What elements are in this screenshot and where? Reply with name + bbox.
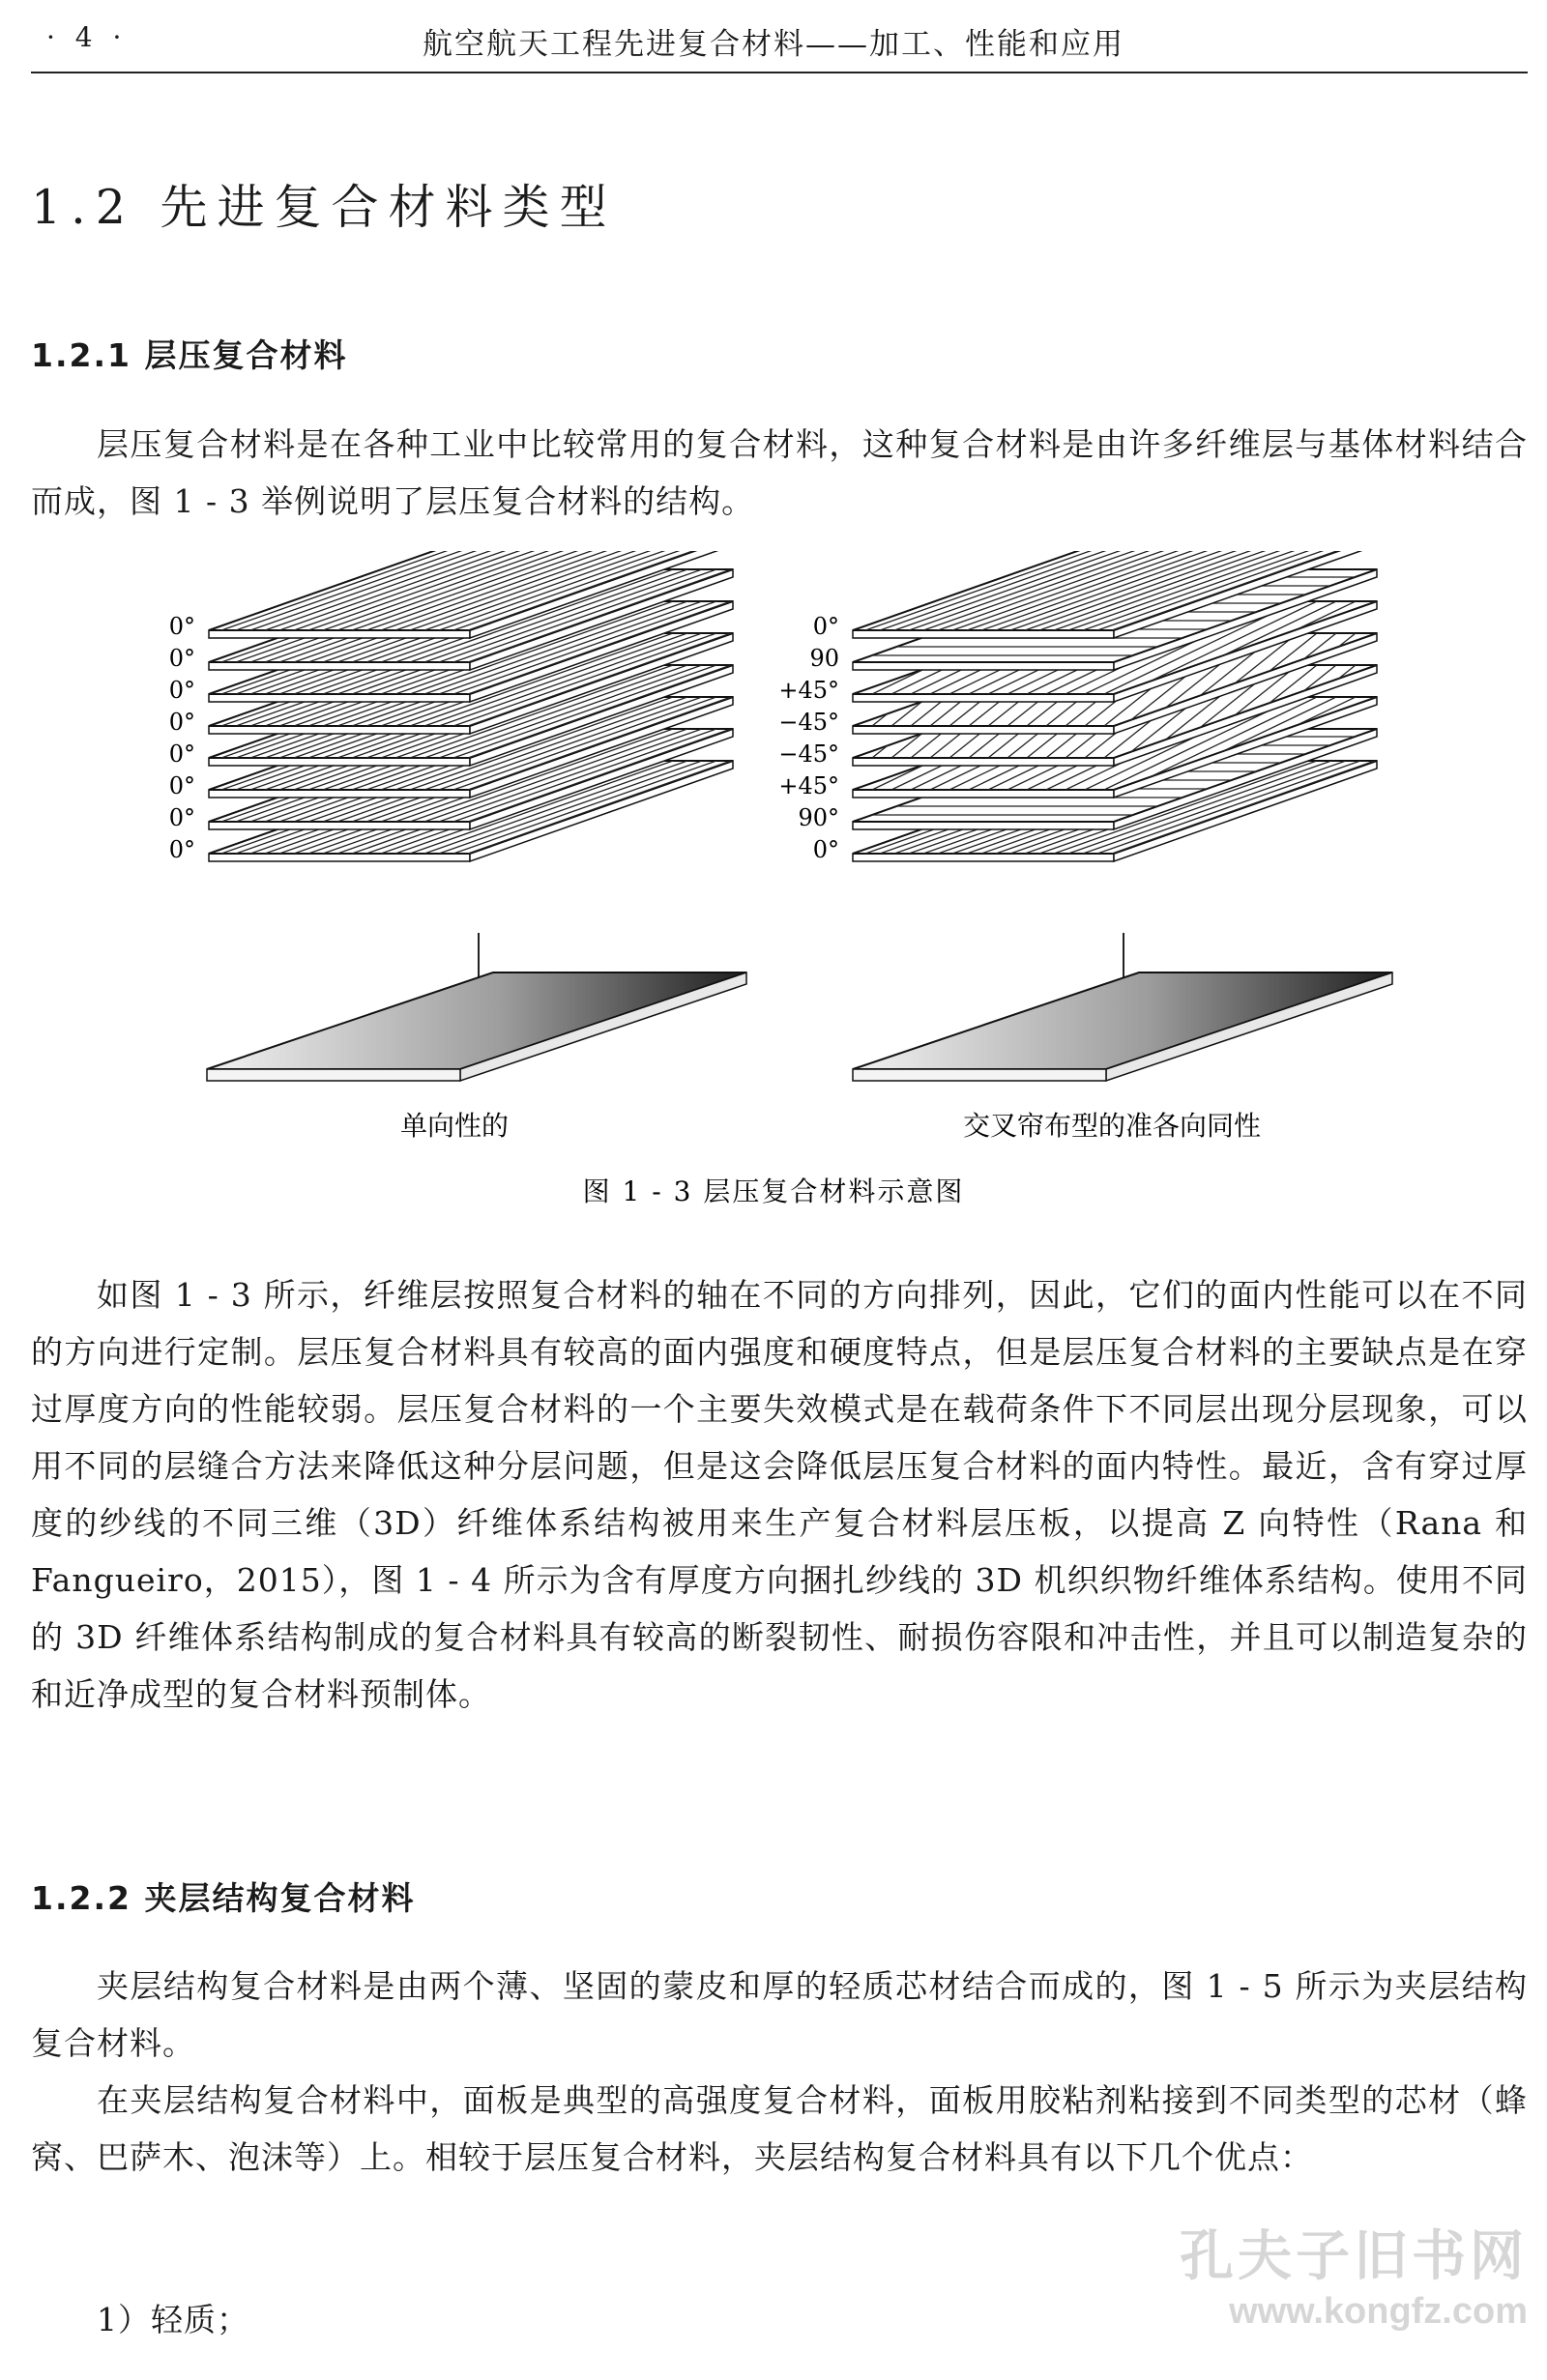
ply-front-edge bbox=[853, 854, 1114, 861]
ply-front-edge bbox=[853, 822, 1114, 829]
ply-angle-label: +45° bbox=[778, 677, 839, 704]
ply-angle-label: 0° bbox=[168, 613, 195, 640]
right-laminate-plate bbox=[853, 972, 1392, 1069]
left-plate-front bbox=[207, 1069, 460, 1081]
section-title: 1.2 先进复合材料类型 bbox=[31, 180, 617, 235]
ply-angle-label: 0° bbox=[168, 804, 195, 831]
ply-front-edge bbox=[209, 694, 470, 702]
running-title: 航空航天工程先进复合材料——加工、性能和应用 bbox=[423, 27, 1124, 62]
ply-angle-label: −45° bbox=[778, 709, 839, 736]
ply-front-edge bbox=[209, 726, 470, 734]
right-stack-caption: 交叉帘布型的准各向同性 bbox=[962, 1110, 1262, 1142]
ply-angle-label: 90 bbox=[809, 645, 839, 672]
ply-angle-label: 0° bbox=[168, 740, 195, 768]
ply-angle-label: 0° bbox=[812, 836, 839, 863]
ply-front-edge bbox=[853, 662, 1114, 670]
paragraph-sandwich-intro: 夹层结构复合材料是由两个薄、坚固的蒙皮和厚的轻质芯材结合而成的，图 1 - 5 所示为夹层结构复合材料。 bbox=[31, 1967, 1528, 2062]
ply-front-edge bbox=[853, 694, 1114, 702]
ply-front-edge bbox=[209, 790, 470, 798]
subsection-title-sandwich: 1.2.2 夹层结构复合材料 bbox=[31, 1879, 416, 1917]
ply-front-edge bbox=[209, 630, 470, 638]
ply-front-edge bbox=[853, 630, 1114, 638]
page-number: · 4 · bbox=[46, 21, 128, 53]
ply-angle-label: 0° bbox=[812, 613, 839, 640]
ply-angle-label: −45° bbox=[778, 740, 839, 768]
watermark bbox=[1160, 2214, 1528, 2333]
ply-angle-label: 90° bbox=[798, 804, 839, 831]
page-header bbox=[0, 0, 1547, 77]
header-rule bbox=[31, 72, 1528, 73]
ply-front-edge bbox=[853, 790, 1114, 798]
subsection-title-laminate: 1.2.1 层压复合材料 bbox=[31, 336, 348, 374]
list-item-lightweight: 1）轻质； bbox=[97, 2301, 249, 2338]
paragraph-laminate-detail: 如图 1 - 3 所示，纤维层按照复合材料的轴在不同的方向排列，因此，它们的面内性能可以在不同的方向进行定制。层压复合材料具有较高的面内强度和硬度特点，但是层压复合材料的主要缺点是在穿过厚度方向的性能较弱。层压复合材料的一个主要失效模式是在载荷条件下不同层出现分层现象，可以用不同的层缝合方法来降低这种分层问题，但是这会降低层压复合材料的面内特性。最近，含有穿过厚度的纱线的不同三维（3D）纤维体系结构被用来生产复合材料层压板，以提高 Z 向特性（Rana 和 Fangueiro，2015），图 1 - 4 所示为含有厚度方向捆扎纱线的 3D 机织织物纤维体系结构。使用不同的 3D 纤维体系结构制成的复合材料具有较高的断裂韧性、耐损伤容限和冲击性，并且可以制造复杂的和近净成型的复合材料预制体。 bbox=[31, 1276, 1528, 1713]
watermark-name: 孔夫子旧书网 bbox=[1180, 2225, 1528, 2288]
paragraph-sandwich-advantages: 在夹层结构复合材料中，面板是典型的高强度复合材料，面板用胶粘剂粘接到不同类型的芯材（蜂窝、巴萨木、泡沫等）上。相较于层压复合材料，夹层结构复合材料具有以下几个优点： bbox=[31, 2081, 1528, 2176]
ply-angle-label: 0° bbox=[168, 772, 195, 799]
ply-angle-label: 0° bbox=[168, 709, 195, 736]
figure-svg bbox=[145, 551, 1402, 1228]
paragraph-laminate-intro: 层压复合材料是在各种工业中比较常用的复合材料，这种复合材料是由许多纤维层与基体材料结合而成，图 1 - 3 举例说明了层压复合材料的结构。 bbox=[31, 425, 1528, 520]
watermark-url: www.kongfz.com bbox=[1229, 2291, 1528, 2332]
left-stack-caption: 单向性的 bbox=[399, 1110, 510, 1142]
ply-front-edge bbox=[209, 758, 470, 766]
ply-angle-label: 0° bbox=[168, 645, 195, 672]
ply-front-edge bbox=[209, 854, 470, 861]
ply-front-edge bbox=[209, 822, 470, 829]
left-laminate-plate bbox=[207, 972, 746, 1069]
ply-front-edge bbox=[853, 726, 1114, 734]
ply-angle-label: +45° bbox=[778, 772, 839, 799]
ply-angle-label: 0° bbox=[168, 836, 195, 863]
ply-front-edge bbox=[853, 758, 1114, 766]
ply-angle-label: 0° bbox=[168, 677, 195, 704]
ply-front-edge bbox=[209, 662, 470, 670]
figure-caption: 图 1 - 3 层压复合材料示意图 bbox=[582, 1175, 965, 1207]
right-plate-front bbox=[853, 1069, 1106, 1081]
figure-laminate-schematic bbox=[145, 551, 1402, 1228]
